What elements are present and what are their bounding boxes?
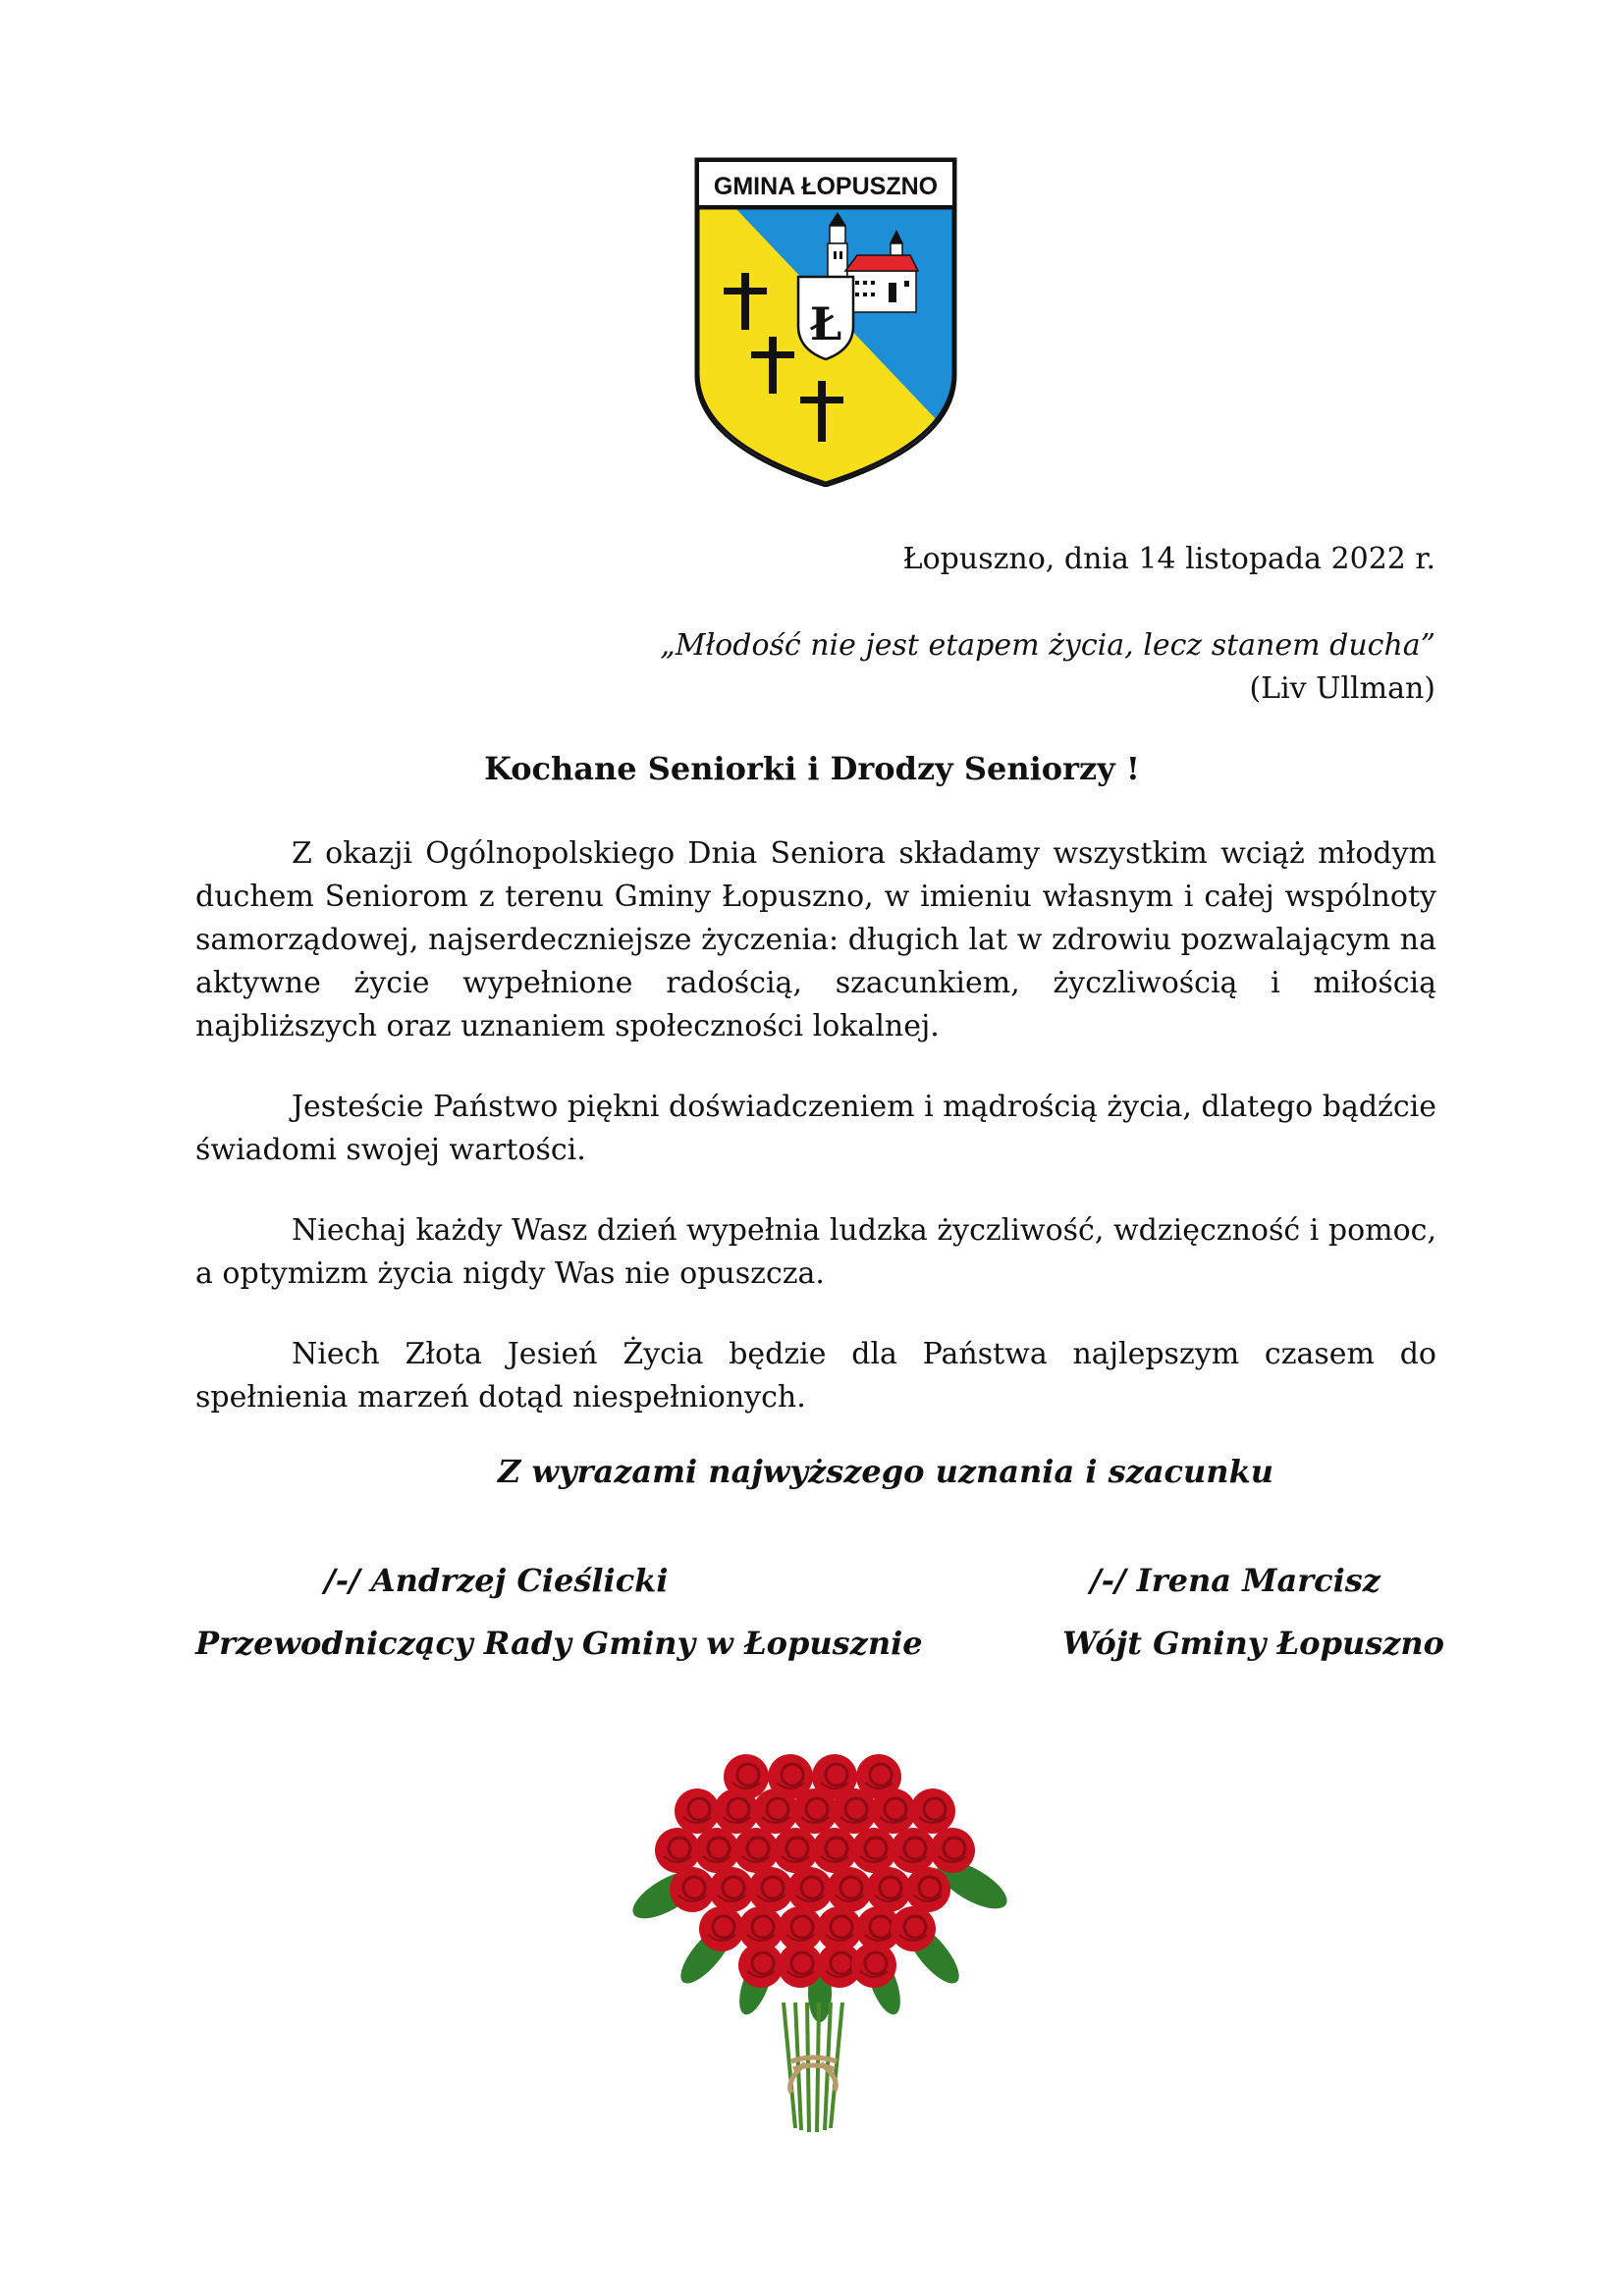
letter-date: Łopuszno, dnia 14 listopada 2022 r. [902, 542, 1435, 576]
rose-icon [930, 1828, 975, 1873]
signature-title: Przewodniczący Rady Gminy w Łopusznie [195, 1625, 923, 1662]
signature-name: /-/ Irena Marcisz [1090, 1562, 1380, 1599]
rose-icon [675, 1789, 720, 1834]
paragraph: Niechaj każdy Wasz dzień wypełnia ludzka życzliwość, wdzięczność i pomoc, a optymizm życia nigdy Was nie opuszcza. [195, 1213, 1436, 1291]
rose-icon [866, 1867, 911, 1912]
paragraph: Z okazji Ogólnopolskiego Dnia Seniora składamy wszystkim wciąż młodym duchem Seniorom z terenu Gminy Łopuszno, w imieniu własnym i całej wspólnoty samorządowej, najserdeczniejsze życzenia: długich lat w zdrowiu pozwalającym na aktywne życie wypełnione radością, szacunkiem, życzliwością i miłością najbliższych oraz uznaniem społeczności lokalnej. [195, 836, 1436, 1043]
rose-icon [670, 1867, 715, 1912]
rose-icon [733, 1828, 779, 1873]
rose-icon [812, 1828, 857, 1873]
rose-icon [714, 1789, 759, 1834]
rose-icon [699, 1906, 744, 1951]
paragraph: Niech Złota Jesień Życia będzie dla Państwa najlepszym czasem do spełnienia marzeń dotąd niespełnionych. [195, 1337, 1436, 1415]
rose-icon [905, 1867, 950, 1912]
quote-author: (Liv Ullman) [1249, 671, 1435, 706]
rose-icon [773, 1828, 818, 1873]
rose-icon [753, 1789, 798, 1834]
rose-icon [871, 1789, 916, 1834]
rose-icon [832, 1789, 877, 1834]
rose-icon [655, 1828, 700, 1873]
rose-icon [910, 1789, 955, 1834]
crest-label: GMINA ŁOPUSZNO [713, 173, 939, 200]
quote: „Młodość nie jest etapem życia, lecz stanem ducha” [660, 628, 1435, 663]
rose-icon [851, 1828, 896, 1873]
rose-icon [694, 1828, 739, 1873]
crest-letter: Ł [809, 297, 842, 350]
gmina-crest-logo [694, 157, 957, 487]
greeting-heading: Kochane Seniorki i Drodzy Seniorzy ! [484, 750, 1140, 787]
rose-icon [792, 1789, 838, 1834]
rose-icon [787, 1867, 833, 1912]
rose-icon [891, 1906, 936, 1951]
paragraph: Jesteście Państwo piękni doświadczeniem i mądrością życia, dlatego bądźcie świadomi swojej wartości. [195, 1090, 1437, 1167]
rose-icon [891, 1828, 936, 1873]
signature-name: /-/ Andrzej Cieślicki [324, 1562, 669, 1599]
closing-line: Z wyrazami najwyższego uznania i szacunku [498, 1453, 1273, 1490]
rose-icon [827, 1867, 872, 1912]
rose-icon [851, 1943, 896, 1988]
rose-bouquet-image [599, 1708, 1031, 2140]
rose-icon [709, 1867, 754, 1912]
rose-icon [778, 1943, 823, 1988]
signature-title: Wójt Gminy Łopuszno [1062, 1625, 1445, 1662]
rose-icon [748, 1867, 793, 1912]
rose-icon [738, 1943, 784, 1988]
